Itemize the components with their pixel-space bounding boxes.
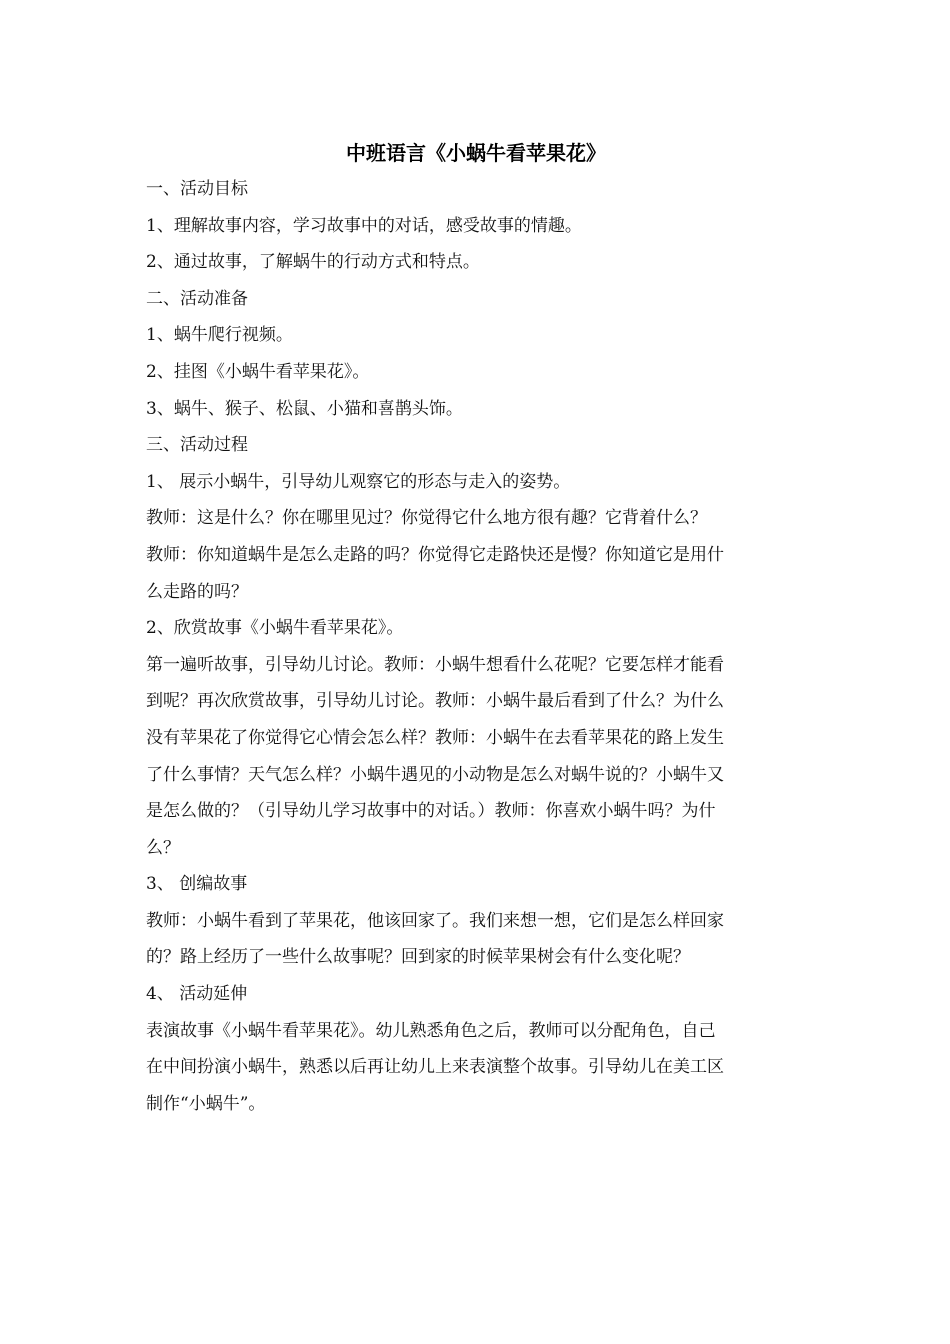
text-line: 了什么事情？天气怎么样？小蜗牛遇见的小动物是怎么对蜗牛说的？小蜗牛又	[146, 764, 724, 785]
document-body	[146, 135, 806, 1122]
text-line: 没有苹果花了你觉得它心情会怎么样？教师：小蜗牛在去看苹果花的路上发生	[146, 727, 724, 748]
text-line: 一、活动目标	[146, 179, 248, 199]
text-line: 么？	[146, 837, 180, 858]
text-line: 4、 活动延伸	[146, 984, 248, 1005]
text-line: 二、活动准备	[146, 288, 248, 309]
text-line: 3、蜗牛、猴子、松鼠、小猫和喜鹊头饰。	[146, 398, 463, 419]
text-line: 的？路上经历了一些什么故事呢？回到家的时候苹果树会有什么变化呢？	[146, 947, 690, 968]
text-line: 在中间扮演小蜗牛，熟悉以后再让幼儿上来表演整个故事。引导幼儿在美工区	[146, 1057, 724, 1078]
document-lines	[146, 171, 806, 1122]
document-title: 中班语言《小蜗牛看苹果花》	[346, 141, 606, 165]
text-line: 3、 创编故事	[146, 874, 248, 895]
text-line: 1、 展示小蜗牛，引导幼儿观察它的形态与走入的姿势。	[146, 471, 571, 492]
text-line: 2、欣赏故事《小蜗牛看苹果花》。	[146, 618, 404, 639]
text-line: 到呢？再次欣赏故事，引导幼儿讨论。教师：小蜗牛最后看到了什么？为什么	[146, 691, 724, 712]
text-line: 教师：小蜗牛看到了苹果花，他该回家了。我们来想一想，它们是怎么样回家	[146, 910, 724, 931]
text-line: 1、理解故事内容，学习故事中的对话，感受故事的情趣。	[146, 215, 582, 236]
text-line: 第一遍听故事，引导幼儿讨论。教师：小蜗牛想看什么花呢？它要怎样才能看	[146, 654, 724, 675]
text-line: 教师：这是什么？你在哪里见过？你觉得它什么地方很有趣？它背着什么？	[146, 508, 707, 529]
text-line: 三、活动过程	[146, 435, 248, 456]
text-line: 2、通过故事，了解蜗牛的行动方式和特点。	[146, 252, 480, 273]
text-line: 制作“小蜗牛”。	[146, 1093, 266, 1114]
text-line: 1、蜗牛爬行视频。	[146, 325, 293, 346]
text-line: 2、挂图《小蜗牛看苹果花》。	[146, 361, 370, 382]
text-line: 么走路的吗？	[146, 581, 248, 602]
text-line: 表演故事《小蜗牛看苹果花》。幼儿熟悉角色之后，教师可以分配角色，自己	[146, 1020, 716, 1041]
text-line: 教师：你知道蜗牛是怎么走路的吗？你觉得它走路快还是慢？你知道它是用什	[146, 544, 724, 565]
text-line: 是怎么做的？（引导幼儿学习故事中的对话。）教师：你喜欢小蜗牛吗？为什	[146, 801, 716, 822]
